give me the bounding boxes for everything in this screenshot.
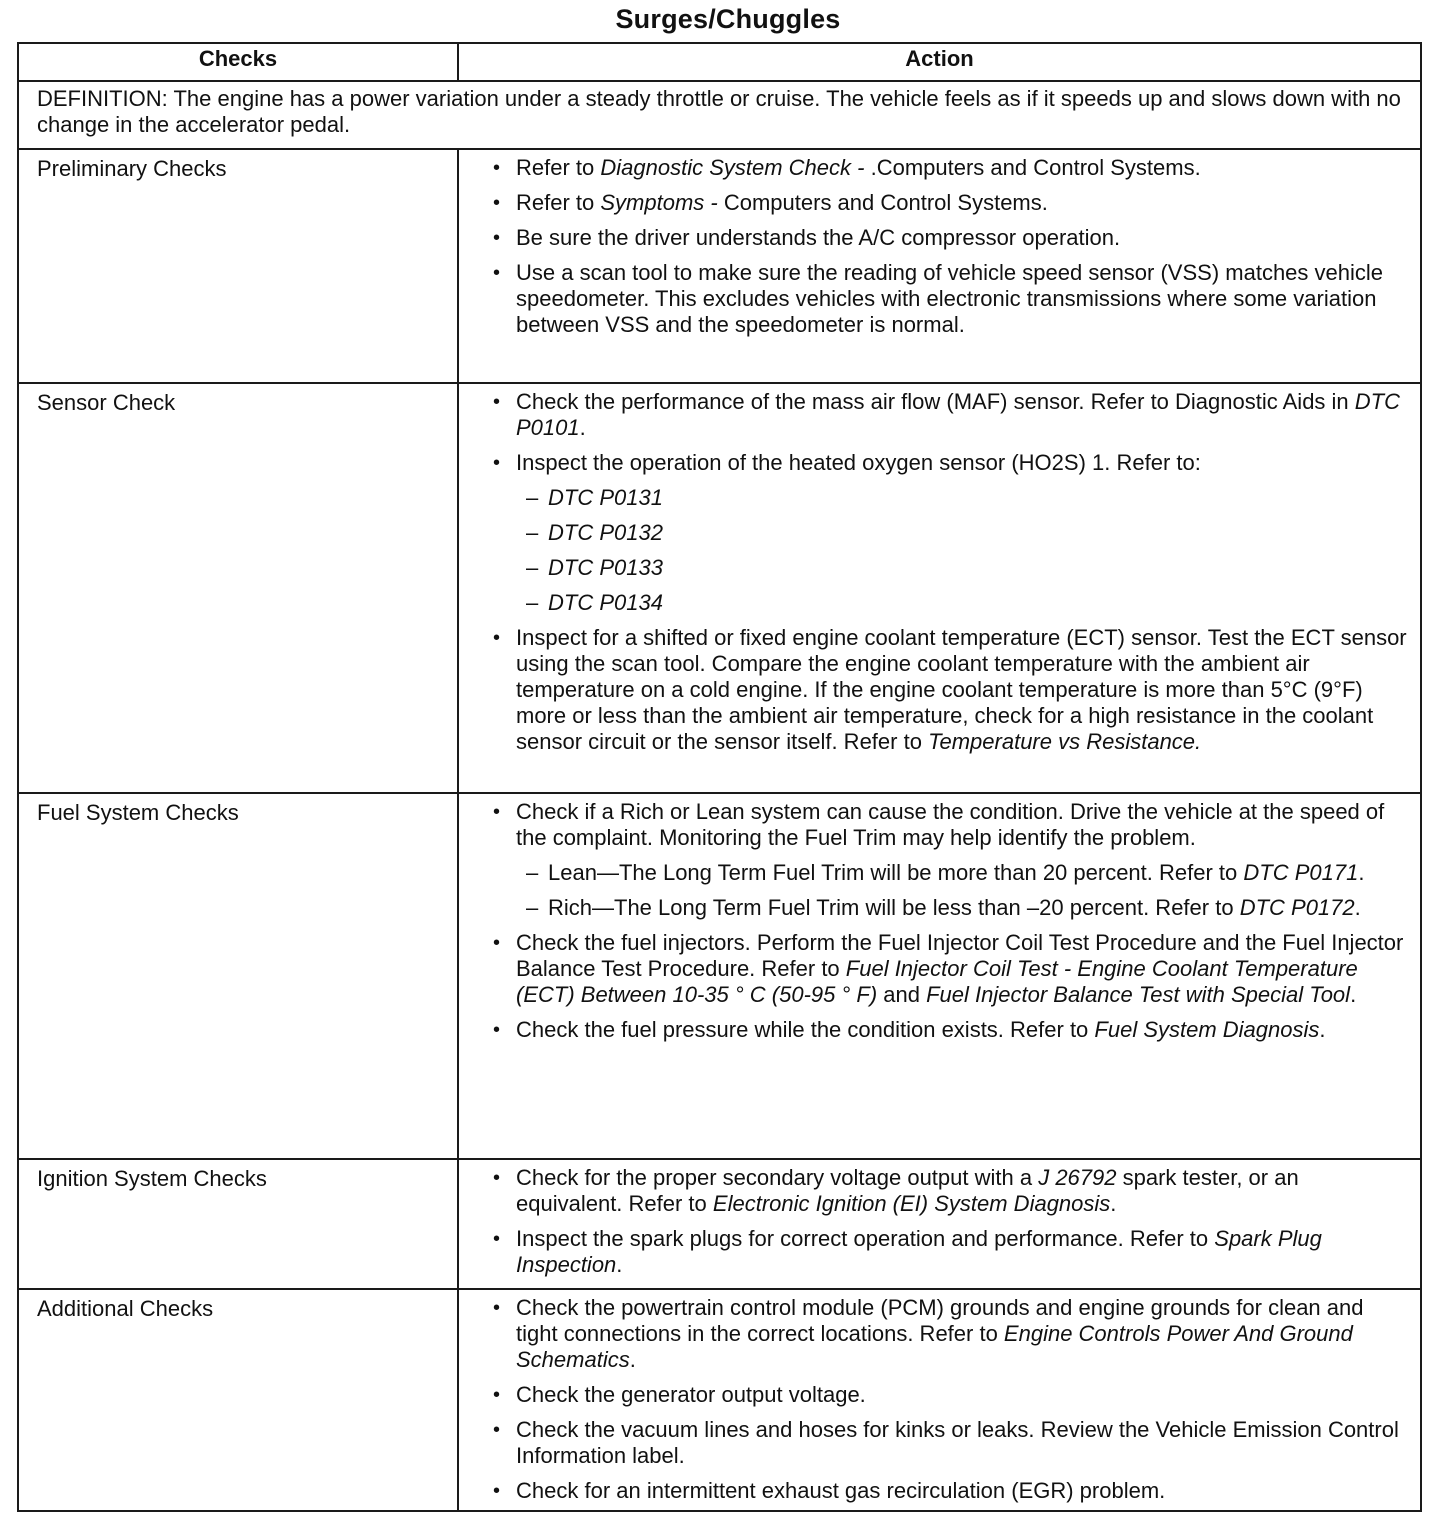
sub-list xyxy=(516,860,1408,921)
action-item: • Check the vacuum lines and hoses for kinks or leaks. Review the Vehicle Emission Control Information label. xyxy=(491,1417,1408,1469)
table-row xyxy=(18,383,1421,793)
action-item: • Check the performance of the mass air flow (MAF) sensor. Refer to Diagnostic Aids in DTC P0101. xyxy=(491,389,1408,441)
action-item: • Inspect the spark plugs for correct operation and performance. Refer to Spark Plug Inspection. xyxy=(491,1226,1408,1278)
action-item: • Check for the proper secondary voltage output with a J 26792 spark tester, or an equivalent. Refer to Electronic Ignition (EI) System Diagnosis. xyxy=(491,1165,1408,1217)
sub-item: – DTC P0134 xyxy=(516,590,1408,616)
action-item: • Check the generator output voltage. xyxy=(491,1382,1408,1408)
sub-item: – DTC P0133 xyxy=(516,555,1408,581)
table-row xyxy=(18,149,1421,383)
definition-row xyxy=(18,81,1421,149)
check-name: Fuel System Checks xyxy=(18,793,458,1159)
check-name: Sensor Check xyxy=(18,383,458,793)
check-name: Preliminary Checks xyxy=(18,149,458,383)
action-item: • Use a scan tool to make sure the reading of vehicle speed sensor (VSS) matches vehicle speedometer. This excludes vehicles with electronic transmissions where some variation between VSS and the speedometer is normal. xyxy=(491,260,1408,338)
table-row xyxy=(18,1289,1421,1511)
definition-text: DEFINITION: The engine has a power variation under a steady throttle or cruise. The vehicle feels as if it speeds up and slows down with no change in the accelerator pedal. xyxy=(18,81,1421,149)
action-cell xyxy=(458,1289,1421,1511)
action-list xyxy=(491,389,1408,755)
action-item: • Check for an intermittent exhaust gas recirculation (EGR) problem. xyxy=(491,1478,1408,1504)
sub-list xyxy=(516,485,1408,616)
table-row xyxy=(18,793,1421,1159)
action-item: • Check the fuel pressure while the condition exists. Refer to Fuel System Diagnosis. xyxy=(491,1017,1408,1043)
action-column-header: Action xyxy=(458,43,1421,81)
sub-item: – Lean—The Long Term Fuel Trim will be more than 20 percent. Refer to DTC P0171. xyxy=(516,860,1408,886)
action-cell xyxy=(458,149,1421,383)
sub-item: – DTC P0132 xyxy=(516,520,1408,546)
checks-column-header: Checks xyxy=(18,43,458,81)
check-name: Additional Checks xyxy=(18,1289,458,1511)
action-list xyxy=(491,1295,1408,1504)
action-item: • Be sure the driver understands the A/C compressor operation. xyxy=(491,225,1408,251)
action-cell xyxy=(458,383,1421,793)
action-item: • Refer to Diagnostic System Check - .Computers and Control Systems. xyxy=(491,155,1408,181)
action-cell xyxy=(458,1159,1421,1289)
action-list xyxy=(491,799,1408,1043)
page-title: Surges/Chuggles xyxy=(615,4,841,34)
action-item: • Check if a Rich or Lean system can cause the condition. Drive the vehicle at the speed of the complaint. Monitoring the Fuel Trim may help identify the problem. – Lean—The Long Term Fuel Trim will be more than 20 percent. Refer to DTC P0171. – Rich—The Long Term Fuel Trim will be less than –20 percent. Refer to DTC P0172. xyxy=(491,799,1408,921)
header-row xyxy=(18,43,1421,81)
action-item: • Check the powertrain control module (PCM) grounds and engine grounds for clean and tight connections in the correct locations. Refer to Engine Controls Power And Ground Schematics. xyxy=(491,1295,1408,1373)
action-item: • Inspect the operation of the heated oxygen sensor (HO2S) 1. Refer to: – DTC P0131 – DTC P0132 – DTC P0133 – DTC P0134 xyxy=(491,450,1408,616)
action-item: • Check the fuel injectors. Perform the Fuel Injector Coil Test Procedure and the Fuel Injector Balance Test Procedure. Refer to Fuel Injector Coil Test - Engine Coolant Temperature (ECT) Between 10-35 ° C (50-95 ° F) and Fuel Injector Balance Test with Special Tool. xyxy=(491,930,1408,1008)
sub-item: – DTC P0131 xyxy=(516,485,1408,511)
check-name: Ignition System Checks xyxy=(18,1159,458,1289)
sub-item: – Rich—The Long Term Fuel Trim will be less than –20 percent. Refer to DTC P0172. xyxy=(516,895,1408,921)
action-item: • Refer to Symptoms - Computers and Control Systems. xyxy=(491,190,1408,216)
diagnostic-table xyxy=(17,42,1422,1512)
action-list xyxy=(491,1165,1408,1278)
action-cell xyxy=(458,793,1421,1159)
action-list xyxy=(491,155,1408,338)
action-item: • Inspect for a shifted or fixed engine coolant temperature (ECT) sensor. Test the ECT sensor using the scan tool. Compare the engine coolant temperature with the ambient air temperature on a cold engine. If the engine coolant temperature is more than 5°C (9°F) more or less than the ambient air temperature, check for a high resistance in the coolant sensor circuit or the sensor itself. Refer to Temperature vs Resistance. xyxy=(491,625,1408,755)
table-row xyxy=(18,1159,1421,1289)
